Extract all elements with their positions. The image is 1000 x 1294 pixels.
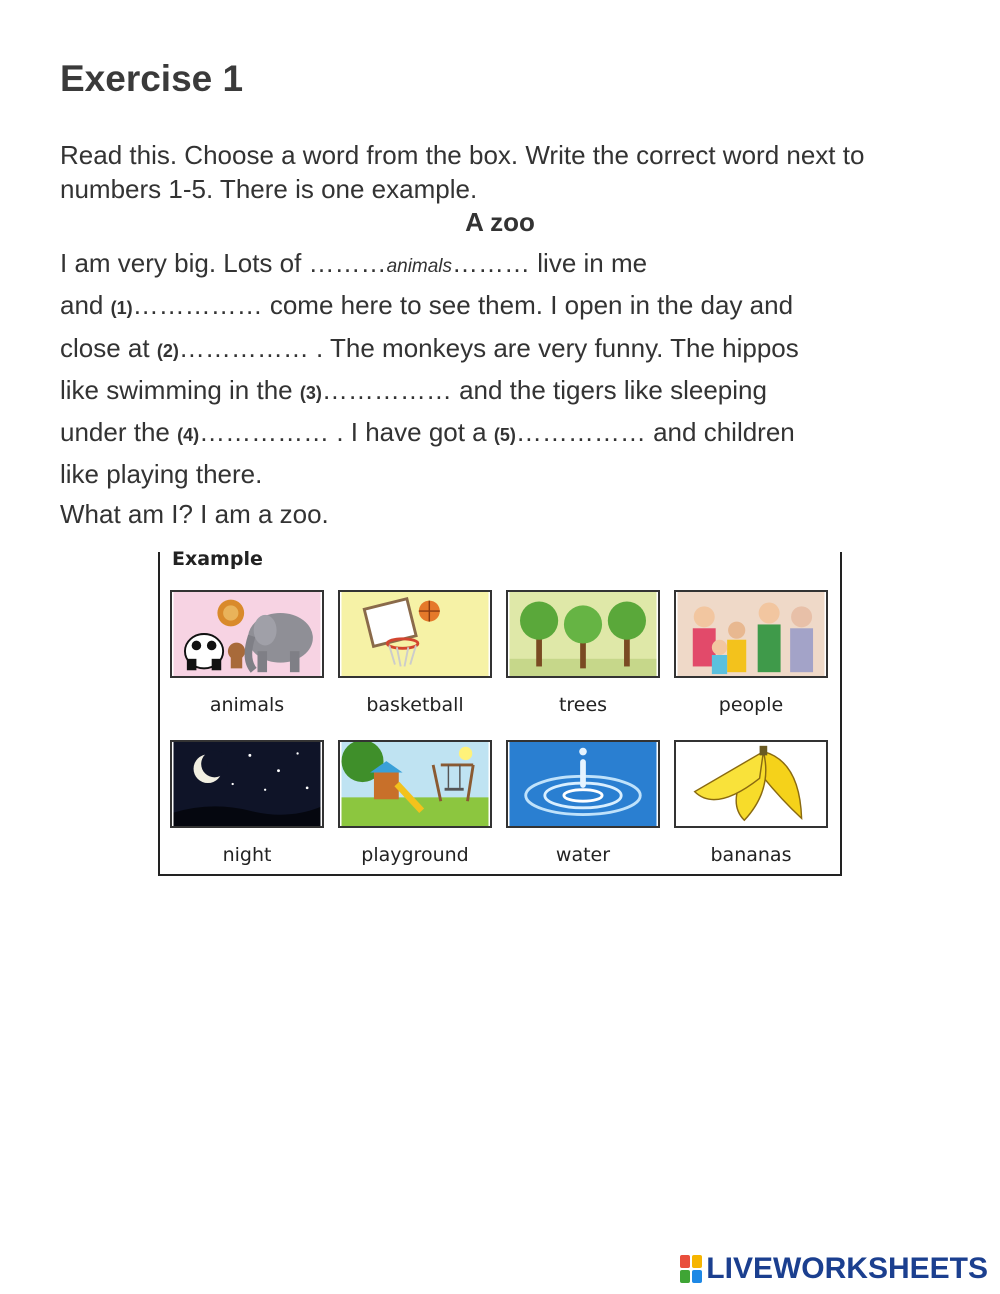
animals-icon [172, 592, 322, 676]
answer-blank-4[interactable]: …………… . I have got a [199, 417, 494, 448]
word-label: people [718, 694, 784, 716]
blank-number-2: (2) [156, 340, 179, 361]
blank-number-5: (5) [493, 425, 516, 446]
example-answer: animals [386, 256, 453, 277]
story-line-7: What am I? I am a zoo. [60, 498, 329, 529]
word-label: playground [361, 844, 469, 866]
word-label: night [222, 844, 272, 866]
bananas-picture [674, 740, 828, 828]
word-card-night [170, 740, 324, 866]
playground-picture [338, 740, 492, 828]
banana-icon [676, 742, 826, 826]
basketball-icon [340, 592, 490, 676]
trees-picture [506, 590, 660, 678]
logo-text: LIVEWORKSHEETS [706, 1252, 988, 1285]
story-line-2: and (1)…………… come here to see them. I open in the day and [60, 290, 794, 321]
word-card-animals [170, 590, 324, 716]
word-label: bananas [710, 844, 792, 866]
story-text [60, 244, 960, 534]
story-line-6: like playing there. [60, 459, 263, 490]
word-card-trees [506, 590, 660, 716]
basketball-picture [338, 590, 492, 678]
word-label: water [555, 844, 611, 866]
word-card-bananas [674, 740, 828, 866]
example-label: Example [172, 548, 263, 570]
word-card-basketball [338, 590, 492, 716]
word-card-playground [338, 740, 492, 866]
tree-icon [508, 592, 658, 676]
story-line-1: I am very big. Lots of ………animals……… live in me [60, 248, 648, 278]
people-icon [676, 592, 826, 676]
answer-blank-3[interactable]: …………… and the tigers like sleeping [321, 374, 767, 405]
page-title: Exercise 1 [60, 58, 244, 99]
word-label: trees [558, 694, 608, 716]
logo-mark-icon [680, 1255, 702, 1283]
answer-blank-5[interactable]: …………… and children [515, 417, 795, 448]
word-label: basketball [366, 694, 464, 716]
liveworksheets-logo [680, 1252, 988, 1286]
night-picture [170, 740, 324, 828]
blank-number-1: (1) [110, 298, 133, 319]
word-box [158, 548, 842, 876]
word-label: animals [209, 694, 285, 716]
story-title: A zoo [465, 207, 535, 237]
word-card-water [506, 740, 660, 866]
animals-picture [170, 590, 324, 678]
playground-icon [340, 742, 490, 826]
water-drop-icon [508, 742, 658, 826]
blank-number-4: (4) [177, 425, 200, 446]
story-line-4: like swimming in the (3)…………… and the tigers like sleeping [60, 374, 767, 405]
answer-blank-1[interactable]: …………… come here to see them. I open in the day and [132, 290, 794, 321]
people-picture [674, 590, 828, 678]
story-line-5: under the (4)…………… . I have got a (5)…………… and children [60, 417, 795, 448]
answer-blank-2[interactable]: …………… . The monkeys are very funny. The hippos [178, 332, 799, 363]
story-line-3: close at (2)…………… . The monkeys are very funny. The hippos [60, 332, 799, 363]
blank-number-3: (3) [299, 382, 322, 403]
water-picture [506, 740, 660, 828]
word-card-people [674, 590, 828, 716]
moon-icon [172, 742, 322, 826]
instructions-text: Read this. Choose a word from the box. Write the correct word next to numbers 1-5. There is one example. [60, 140, 865, 204]
